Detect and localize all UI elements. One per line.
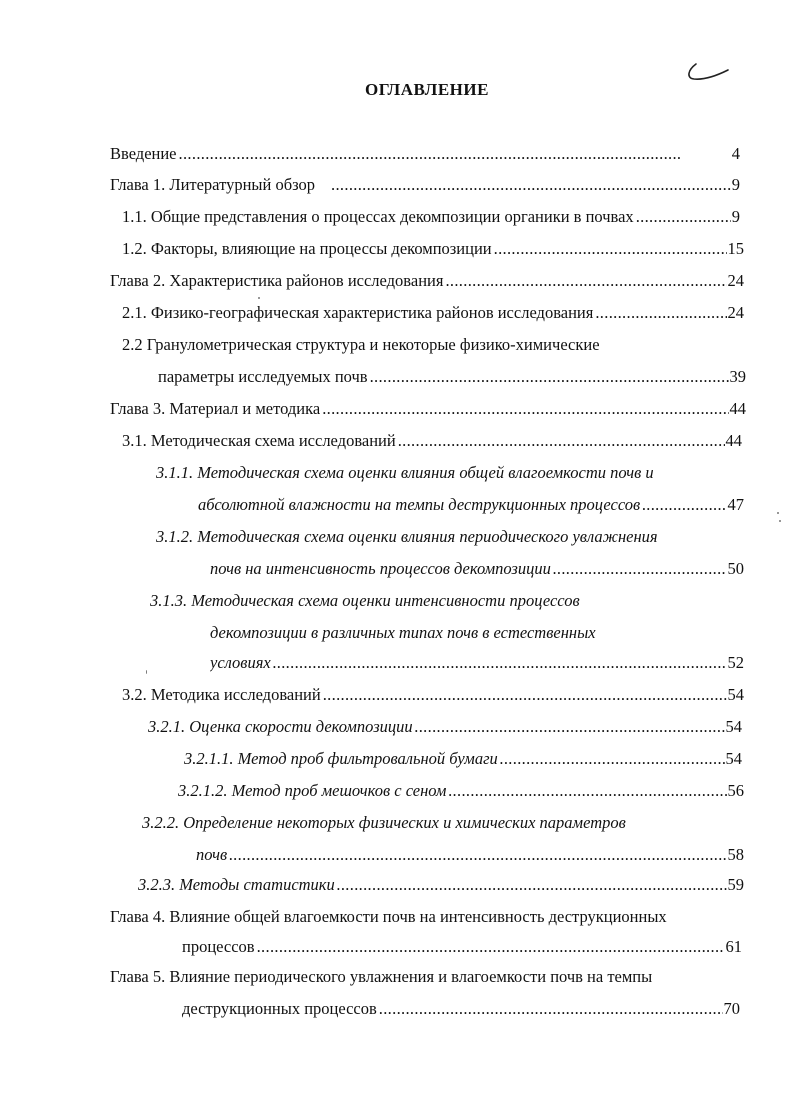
- toc-entry-3-2-2-line2[interactable]: [196, 844, 744, 866]
- page-number: 70: [723, 999, 740, 1018]
- toc-entry-text: 3.1. Методическая схема исследований: [122, 431, 396, 450]
- toc-entry-3-2-1-2[interactable]: [178, 780, 744, 802]
- page-number: 44: [725, 431, 742, 450]
- toc-entry-3-1-1-line2[interactable]: [198, 494, 744, 516]
- leader-dots: [331, 174, 731, 196]
- handwritten-mark-icon: [684, 60, 732, 86]
- toc-entry-intro[interactable]: [110, 143, 740, 165]
- toc-entry-text: почв на интенсивность процессов декомпозиции: [210, 559, 551, 578]
- toc-entry-text: условиях: [210, 653, 271, 672]
- page-number: 4: [731, 144, 740, 163]
- page-number: 9: [731, 207, 740, 226]
- toc-entry-2-2-line2[interactable]: [158, 366, 746, 388]
- page-number: 24: [727, 303, 744, 322]
- toc-entry-1-1[interactable]: [122, 206, 740, 228]
- toc-entry-text: 3.2.1. Оценка скорости декомпозиции: [148, 717, 413, 736]
- toc-entry-text: Глава 1. Литературный обзор: [110, 175, 316, 194]
- toc-entry-2-1[interactable]: [122, 302, 744, 324]
- toc-entry-3-2-2-line1[interactable]: 3.2.2. Определение некоторых физических и химических параметров: [142, 813, 626, 832]
- leader-dots: [323, 684, 727, 706]
- toc-entry-3-1-2-line2[interactable]: [210, 558, 744, 580]
- toc-entry-3-1-3-line2[interactable]: декомпозиции в различных типах почв в естественных: [210, 623, 596, 642]
- toc-entry-text: процессов: [182, 937, 255, 956]
- page-number: 15: [727, 239, 744, 258]
- leader-dots: [398, 430, 725, 452]
- toc-entry-text: 2.1. Физико-географическая характеристика районов исследования: [122, 303, 594, 322]
- toc-entry-text: почв: [196, 845, 228, 864]
- toc-entry-3-1-1-line1[interactable]: 3.1.1. Методическая схема оценки влияния общей влагоемкости почв и: [156, 463, 654, 482]
- toc-entry-text: параметры исследуемых почв: [158, 367, 368, 386]
- toc-entry-3-2-1[interactable]: [148, 716, 742, 738]
- toc-entry-2-2-line1[interactable]: 2.2 Гранулометрическая структура и некоторые физико-химические: [122, 335, 600, 354]
- toc-entry-chapter-3[interactable]: [110, 398, 746, 420]
- toc-entry-chapter-2[interactable]: [110, 270, 744, 292]
- toc-entry-text: 1.1. Общие представления о процессах декомпозиции органики в почвах: [122, 207, 634, 226]
- toc-entry-text: 3.2.1.1. Метод проб фильтровальной бумаги: [184, 749, 498, 768]
- toc-entry-text: Глава 2. Характеристика районов исследования: [110, 271, 444, 290]
- page-number: 47: [727, 495, 744, 514]
- page-number: 39: [729, 367, 746, 386]
- page-number: 59: [727, 875, 744, 894]
- toc-entry-3-1[interactable]: [122, 430, 742, 452]
- toc-entry-1-2[interactable]: [122, 238, 744, 260]
- toc-entry-chapter-4-line1[interactable]: Глава 4. Влияние общей влагоемкости почв на интенсивность деструкционных: [110, 907, 667, 926]
- toc-entry-3-1-2-line1[interactable]: 3.1.2. Методическая схема оценки влияния периодического увлажнения: [156, 527, 658, 546]
- page-number: 50: [727, 559, 744, 578]
- page-number: 54: [727, 685, 744, 704]
- page-number: 52: [727, 653, 744, 672]
- leader-dots: [553, 558, 727, 580]
- toc-entry-text: Введение: [110, 144, 177, 163]
- page-number: 44: [729, 399, 746, 418]
- page-number: 9: [731, 175, 740, 194]
- leader-dots: [642, 494, 726, 516]
- toc-entry-3-2[interactable]: [122, 684, 744, 706]
- leader-dots: [273, 652, 727, 674]
- scan-speck: [777, 512, 779, 514]
- leader-dots: [448, 780, 726, 802]
- leader-dots: [322, 398, 728, 420]
- leader-dots: [636, 206, 731, 228]
- page-title: ОГЛАВЛЕНИЕ: [365, 80, 489, 99]
- page-number: 24: [727, 271, 744, 290]
- leader-dots: [179, 143, 731, 165]
- scan-speck: [258, 297, 260, 299]
- toc-entry-text: 3.2.1.2. Метод проб мешочков с сеном: [178, 781, 447, 800]
- page-number: 61: [725, 937, 742, 956]
- leader-dots: [415, 716, 725, 738]
- toc-entry-3-1-3-line3[interactable]: [210, 652, 744, 674]
- toc-entry-chapter-5-line1[interactable]: Глава 5. Влияние периодического увлажнения и влагоемкости почв на темпы: [110, 967, 653, 986]
- toc-entry-3-1-3-line1[interactable]: 3.1.3. Методическая схема оценки интенсивности процессов: [150, 591, 580, 610]
- leader-dots: [379, 998, 723, 1020]
- leader-dots: [445, 270, 726, 292]
- toc-entry-3-2-1-1[interactable]: [184, 748, 742, 770]
- leader-dots: [494, 238, 727, 260]
- leader-dots: [370, 366, 729, 388]
- page-number: 58: [727, 845, 744, 864]
- toc-entry-text: 3.2.3. Методы статистики: [138, 875, 335, 894]
- toc-entry-text: Глава 3. Материал и методика: [110, 399, 321, 418]
- leader-dots: [229, 844, 726, 866]
- leader-dots: [257, 936, 725, 958]
- toc-entry-chapter-4-line2[interactable]: [182, 936, 742, 958]
- leader-dots: [595, 302, 726, 324]
- page-number: 54: [725, 717, 742, 736]
- scan-speck: [146, 670, 147, 674]
- toc-entry-text: 1.2. Факторы, влияющие на процессы декомпозиции: [122, 239, 492, 258]
- toc-entry-text: 3.2. Методика исследований: [122, 685, 321, 704]
- page-number: 54: [725, 749, 742, 768]
- toc-entry-text: абсолютной влажности на темпы деструкционных процессов: [198, 495, 641, 514]
- toc-entry-chapter-5-line2[interactable]: [182, 998, 740, 1020]
- leader-dots: [337, 874, 727, 896]
- leader-dots: [500, 748, 725, 770]
- toc-entry-chapter-1[interactable]: [110, 174, 740, 196]
- scan-speck: [779, 520, 781, 522]
- page-number: 56: [727, 781, 744, 800]
- toc-entry-3-2-3[interactable]: [138, 874, 744, 896]
- toc-entry-text: деструкционных процессов: [182, 999, 377, 1018]
